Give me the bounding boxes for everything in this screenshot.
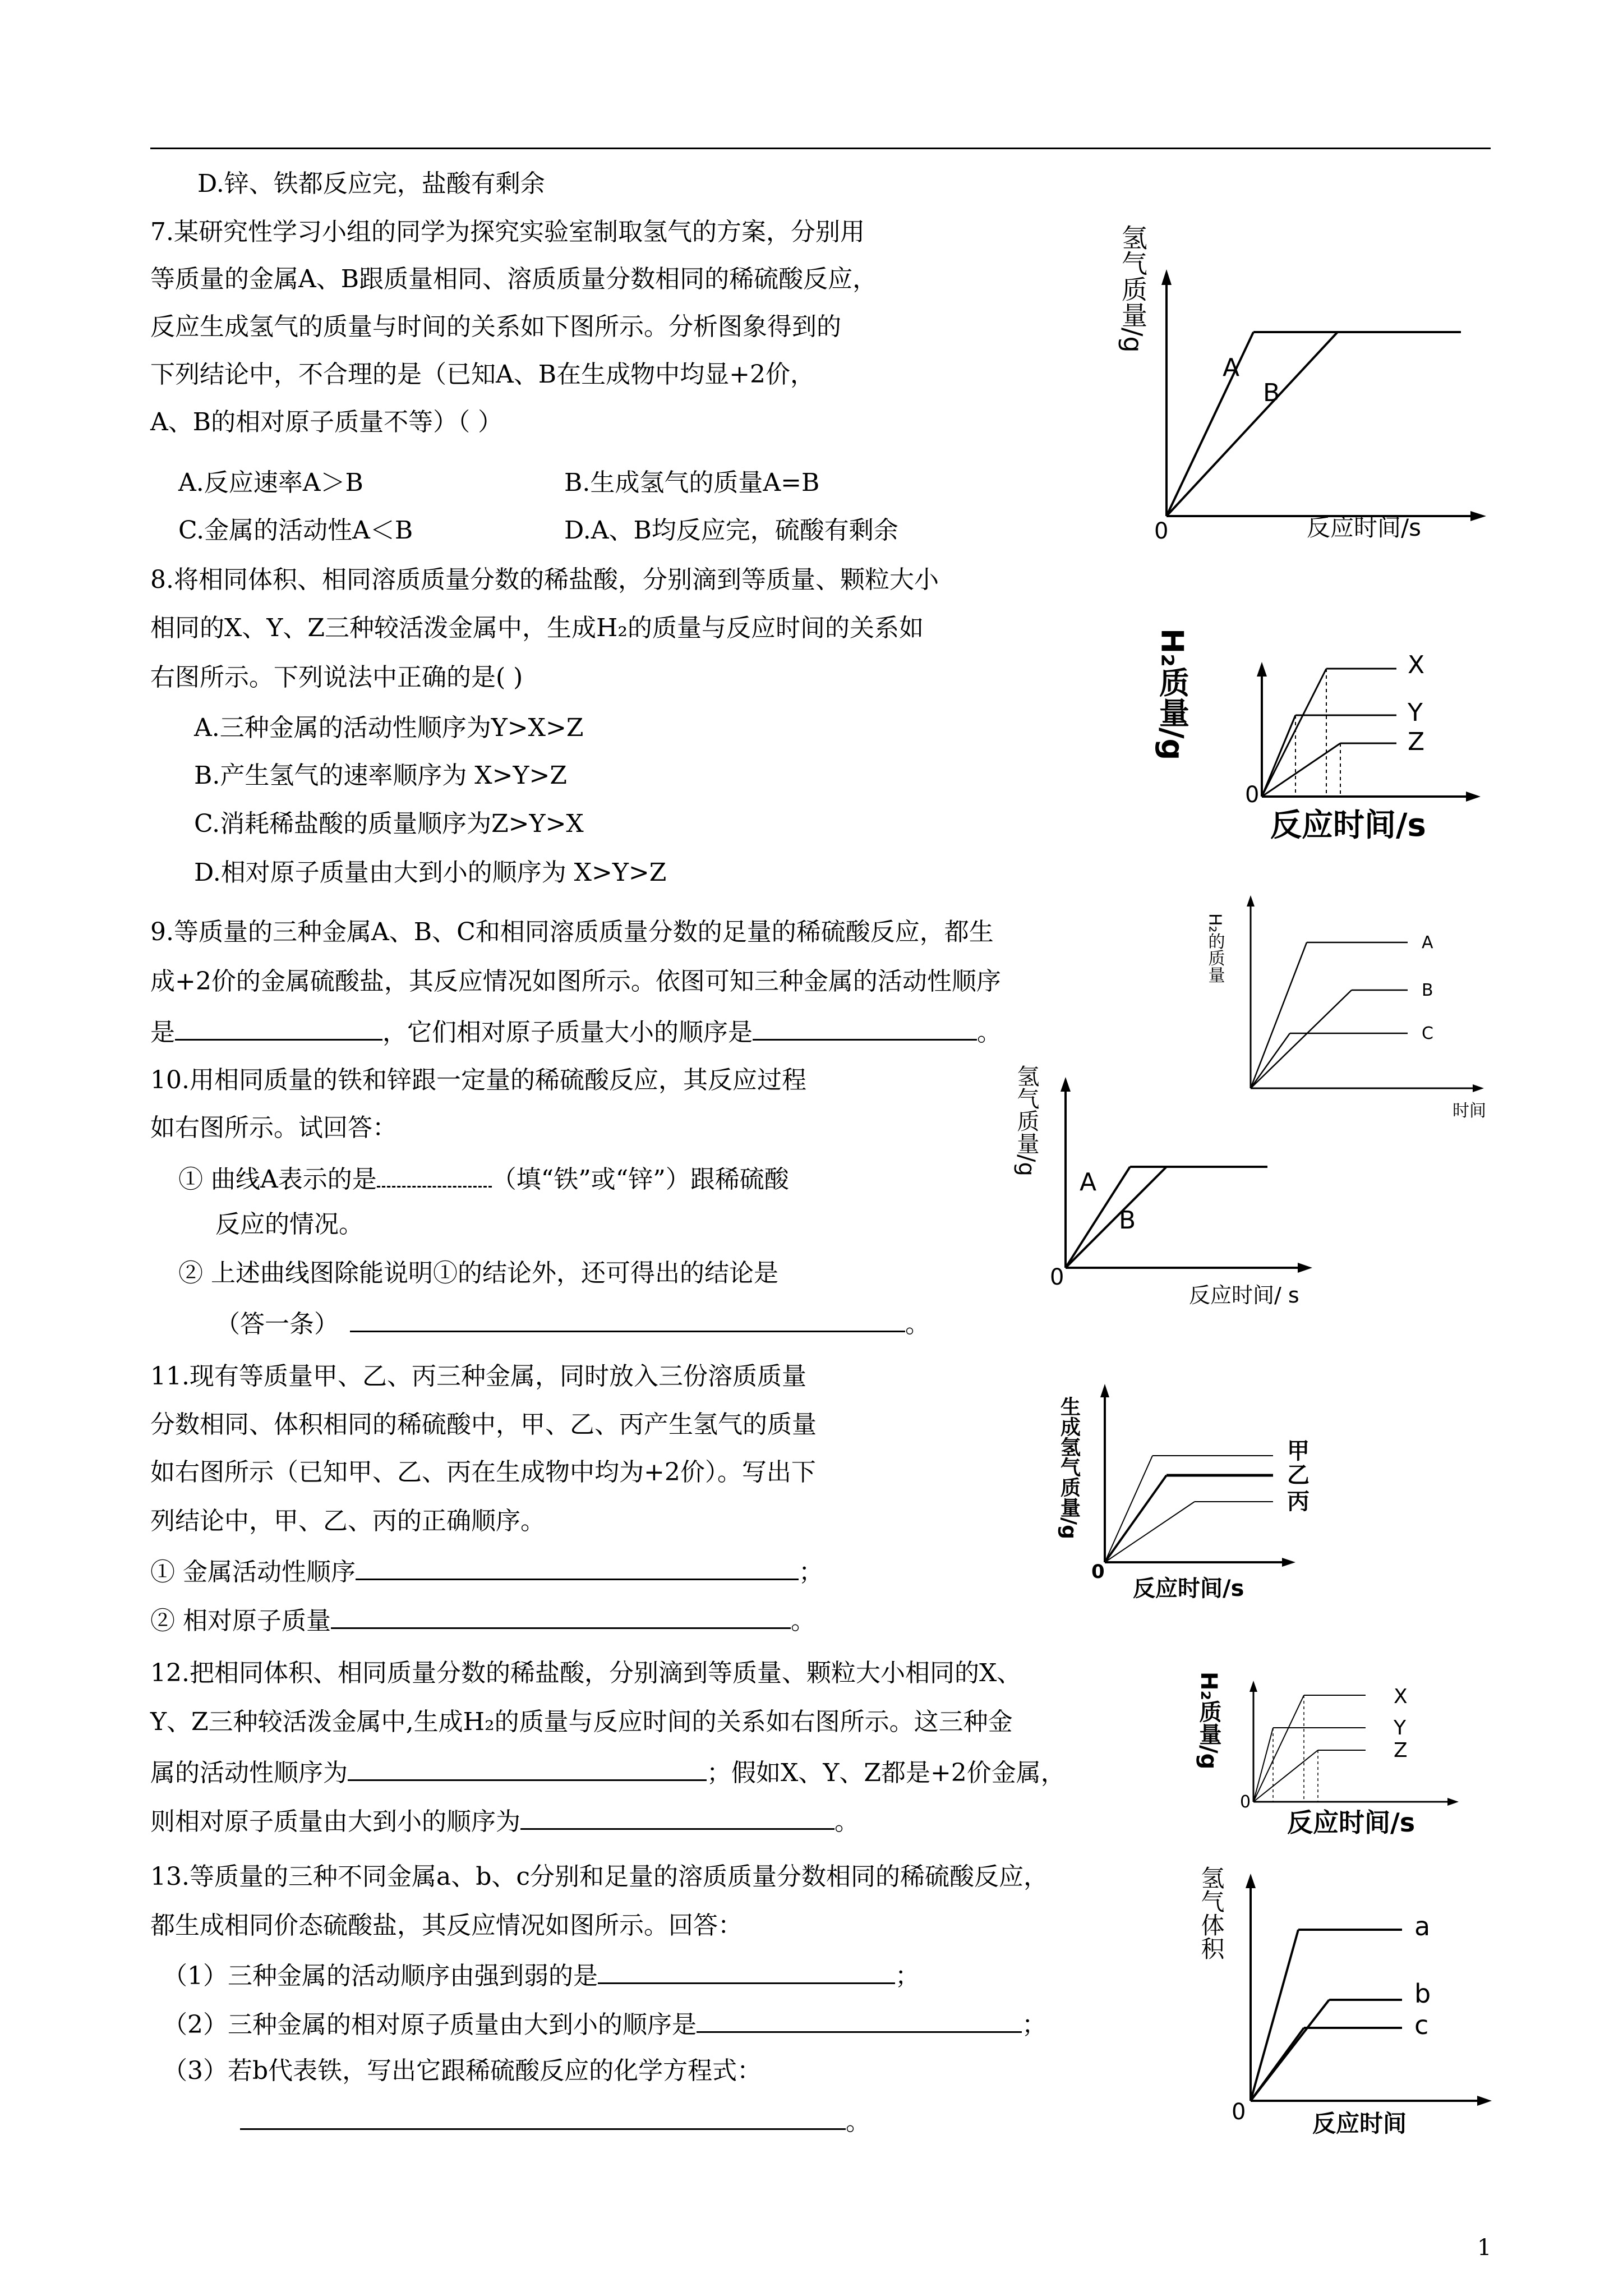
q7-graph-label-b: B	[1263, 379, 1280, 407]
q8-line-1: 8.将相同体积、相同溶质质量分数的稀盐酸，分别滴到等质量、颗粒大小	[150, 565, 939, 594]
q8-graph-label-y: Y	[1408, 698, 1423, 727]
q13-graph-xlabel: 反应时间	[1312, 2110, 1407, 2137]
q12-line-3-end: ；假如X、Y、Z都是+2价金属，	[707, 1759, 1066, 1787]
q9-line-3-mid: ，它们相对原子质量大小的顺序是	[382, 1018, 753, 1047]
q8-graph-ylabel: H₂质量/g	[1154, 628, 1190, 761]
q10-graph	[1009, 1060, 1324, 1307]
q13-item-3-answer	[240, 2104, 870, 2138]
q10-item-2-label: （答一条）	[215, 1310, 339, 1338]
q12-line-1: 12.把相同体积、相同质量分数的稀盐酸，分别滴到等质量、颗粒大小相同的X、	[150, 1659, 1022, 1687]
q13-line-2: 都生成相同价态硫酸盐，其反应情况如图所示。回答：	[150, 1911, 743, 1940]
q11-item-2	[150, 1603, 815, 1637]
q11-line-3: 如右图所示（已知甲、乙、丙在生成物中均为+2价）。写出下	[150, 1458, 816, 1487]
q11-graph-xlabel: 反应时间/s	[1133, 1576, 1244, 1602]
q7-option-a: A.反应速率A＞B	[178, 468, 363, 497]
q11-graph-label-jia: 甲	[1287, 1438, 1310, 1464]
q9-graph-label-c: C	[1422, 1024, 1433, 1043]
q7-line-3: 反应生成氢气的质量与时间的关系如下图所示。分析图象得到的	[150, 312, 841, 341]
q11-line-2: 分数相同、体积相同的稀硫酸中，甲、乙、丙产生氢气的质量	[150, 1410, 817, 1439]
q13-item-1-label: （1）三种金属的活动顺序由强到弱的是	[163, 1962, 598, 1990]
q7-graph-label-a: A	[1223, 353, 1240, 382]
q11-item-1	[150, 1554, 823, 1588]
q13-blank-1[interactable]	[598, 1958, 895, 1984]
q13-item-1	[163, 1958, 920, 1992]
q9-line-2: 成+2价的金属硫酸盐，其反应情况如图所示。依图可知三种金属的活动性顺序	[150, 967, 1001, 996]
q10-item-1-start: ① 曲线A表示的是	[178, 1165, 377, 1194]
q11-graph-label-yi: 乙	[1287, 1462, 1310, 1488]
q12-graph-label-z: Z	[1394, 1739, 1408, 1762]
q13-graph-origin: 0	[1232, 2099, 1246, 2125]
q7-graph-ylabel: 氢气质量/g	[1118, 224, 1148, 353]
q10-graph-ylabel: 氢气质量/g	[1013, 1065, 1039, 1176]
q10-graph-label-b: B	[1119, 1206, 1136, 1235]
q13-blank-3[interactable]	[240, 2104, 846, 2130]
q9-graph-xlabel: 时间	[1453, 1101, 1486, 1121]
q7-graph-xlabel: 反应时间/s	[1307, 514, 1422, 541]
q8-graph-xlabel: 反应时间/s	[1270, 807, 1426, 844]
q8-graph	[1154, 606, 1509, 853]
q8-option-a: A.三种金属的活动性顺序为Y>X>Z	[194, 714, 584, 742]
q12-graph-label-x: X	[1394, 1685, 1408, 1708]
q11-item-1-end: ；	[799, 1558, 823, 1586]
q12-blank-mass[interactable]	[520, 1803, 834, 1830]
q13-item-2-end: ；	[1022, 2010, 1046, 2039]
q10-item-2-cont	[215, 1306, 930, 1340]
q9-line-3-end: 。	[977, 1018, 1002, 1047]
q8-line-3: 右图所示。下列说法中正确的是( )	[150, 663, 523, 692]
q10-graph-xlabel: 反应时间/ s	[1189, 1283, 1299, 1308]
q13-item-2-label: （2）三种金属的相对原子质量由大到小的顺序是	[163, 2010, 697, 2039]
q11-blank-2[interactable]	[331, 1603, 791, 1629]
q7-graph-origin: 0	[1154, 518, 1169, 544]
q10-blank-1[interactable]	[377, 1161, 492, 1188]
q8-graph-origin: 0	[1245, 782, 1260, 808]
q7-line-1: 7.某研究性学习小组的同学为探究实验室制取氢气的方案，分别用	[150, 218, 865, 246]
q10-item-1	[178, 1161, 789, 1195]
q7-graph	[1116, 213, 1509, 555]
q11-graph-label-bing: 丙	[1287, 1489, 1310, 1515]
q12-line-4-start: 则相对原子质量由大到小的顺序为	[150, 1807, 520, 1836]
q9-line-3	[150, 1014, 1002, 1048]
q13-graph-ylabel: 氢气体积	[1197, 1866, 1225, 1960]
q11-line-1: 11.现有等质量甲、乙、丙三种金属，同时放入三份溶质质量	[150, 1362, 806, 1391]
q11-graph	[1049, 1372, 1340, 1602]
q13-graph-label-c: c	[1414, 2010, 1429, 2040]
q10-graph-label-a: A	[1080, 1168, 1097, 1197]
q10-line-2: 如右图所示。试回答：	[150, 1114, 397, 1142]
q8-option-d: D.相对原子质量由大到小的顺序为 X>Y>Z	[194, 858, 667, 887]
q7-option-c: C.金属的活动性A＜B	[178, 516, 413, 545]
q13-blank-2[interactable]	[697, 2007, 1022, 2033]
q13-item-3-end: 。	[846, 2108, 870, 2136]
q8-graph-label-z: Z	[1408, 728, 1425, 756]
q13-line-1: 13.等质量的三种不同金属a、b、c分别和足量的溶质质量分数相同的稀硫酸反应，	[150, 1862, 1049, 1891]
q10-item-1-end: （填“铁”或“锌”）跟稀硫酸	[491, 1165, 789, 1194]
q12-graph-label-y: Y	[1394, 1717, 1406, 1740]
q9-graph-label-b: B	[1422, 981, 1433, 1000]
q13-item-1-end: ；	[895, 1962, 920, 1990]
q7-option-b: B.生成氢气的质量A=B	[564, 468, 820, 497]
header-rule	[150, 148, 1491, 149]
q7-line-2: 等质量的金属A、B跟质量相同、溶质质量分数相同的稀硫酸反应，	[150, 265, 878, 293]
q12-blank-activity[interactable]	[348, 1755, 707, 1781]
option-d-line: D.锌、铁都反应完，盐酸有剩余	[197, 169, 545, 198]
q12-graph-ylabel: H₂质量/g	[1196, 1672, 1221, 1770]
q12-graph	[1196, 1655, 1509, 1840]
q9-graph-label-a: A	[1422, 933, 1433, 953]
q11-item-2-label: ② 相对原子质量	[150, 1607, 331, 1635]
q11-item-1-label: ① 金属活动性顺序	[150, 1558, 356, 1586]
q10-item-2: ② 上述曲线图除能说明①的结论外，还可得出的结论是	[178, 1259, 778, 1287]
q7-option-d: D.A、B均反应完，硫酸有剩余	[564, 516, 898, 545]
q9-blank-mass[interactable]	[753, 1014, 977, 1041]
q7-line-5: A、B的相对原子质量不等）（ ）	[150, 408, 503, 436]
q12-graph-origin: 0	[1240, 1792, 1251, 1812]
q10-item-2-end: 。	[905, 1310, 930, 1338]
q9-line-3-start: 是	[150, 1018, 175, 1047]
q12-line-3	[150, 1755, 1066, 1789]
q8-option-c: C.消耗稀盐酸的质量顺序为Z>Y>X	[194, 809, 584, 838]
q9-line-1: 9.等质量的三种金属A、B、C和相同溶质质量分数的足量的稀硫酸反应，都生	[150, 918, 994, 946]
q13-graph-label-b: b	[1414, 1978, 1431, 2009]
q11-blank-1[interactable]	[356, 1554, 799, 1580]
q11-line-4: 列结论中，甲、乙、丙的正确顺序。	[150, 1507, 545, 1535]
q12-line-2: Y、Z三种较活泼金属中,生成H₂的质量与反应时间的关系如右图所示。这三种金	[150, 1708, 1013, 1736]
q12-line-4-end: 。	[834, 1807, 859, 1836]
q13-item-3: （3）若b代表铁，写出它跟稀硫酸反应的化学方程式：	[163, 2056, 762, 2085]
q7-line-4: 下列结论中，不合理的是（已知A、B在生成物中均显+2价，	[150, 360, 815, 389]
q8-graph-label-x: X	[1408, 651, 1425, 679]
q9-blank-activity[interactable]	[175, 1014, 382, 1041]
q10-blank-2[interactable]	[350, 1306, 905, 1332]
page-number: 1	[1477, 2235, 1492, 2261]
q12-line-3-start: 属的活动性顺序为	[150, 1759, 348, 1787]
q10-graph-origin: 0	[1050, 1264, 1064, 1290]
q11-graph-origin: 0	[1091, 1561, 1105, 1583]
q10-line-1: 10.用相同质量的铁和锌跟一定量的稀硫酸反应，其反应过程	[150, 1066, 806, 1094]
q12-line-4	[150, 1803, 859, 1838]
q9-graph-ylabel: H₂的质量	[1205, 913, 1225, 983]
q12-graph-xlabel: 反应时间/s	[1287, 1807, 1415, 1838]
q13-graph-label-a: a	[1414, 1911, 1431, 1941]
q8-option-b: B.产生氢气的速率顺序为 X>Y>Z	[194, 761, 567, 790]
q11-item-2-end: 。	[791, 1607, 815, 1635]
q13-graph	[1195, 1851, 1509, 2143]
q8-line-2: 相同的X、Y、Z三种较活泼金属中，生成H₂的质量与反应时间的关系如	[150, 614, 924, 642]
q11-graph-ylabel: 生成氢气质量/g	[1057, 1396, 1081, 1539]
q13-item-2	[163, 2007, 1046, 2041]
q10-item-1-cont: 反应的情况。	[215, 1210, 363, 1239]
